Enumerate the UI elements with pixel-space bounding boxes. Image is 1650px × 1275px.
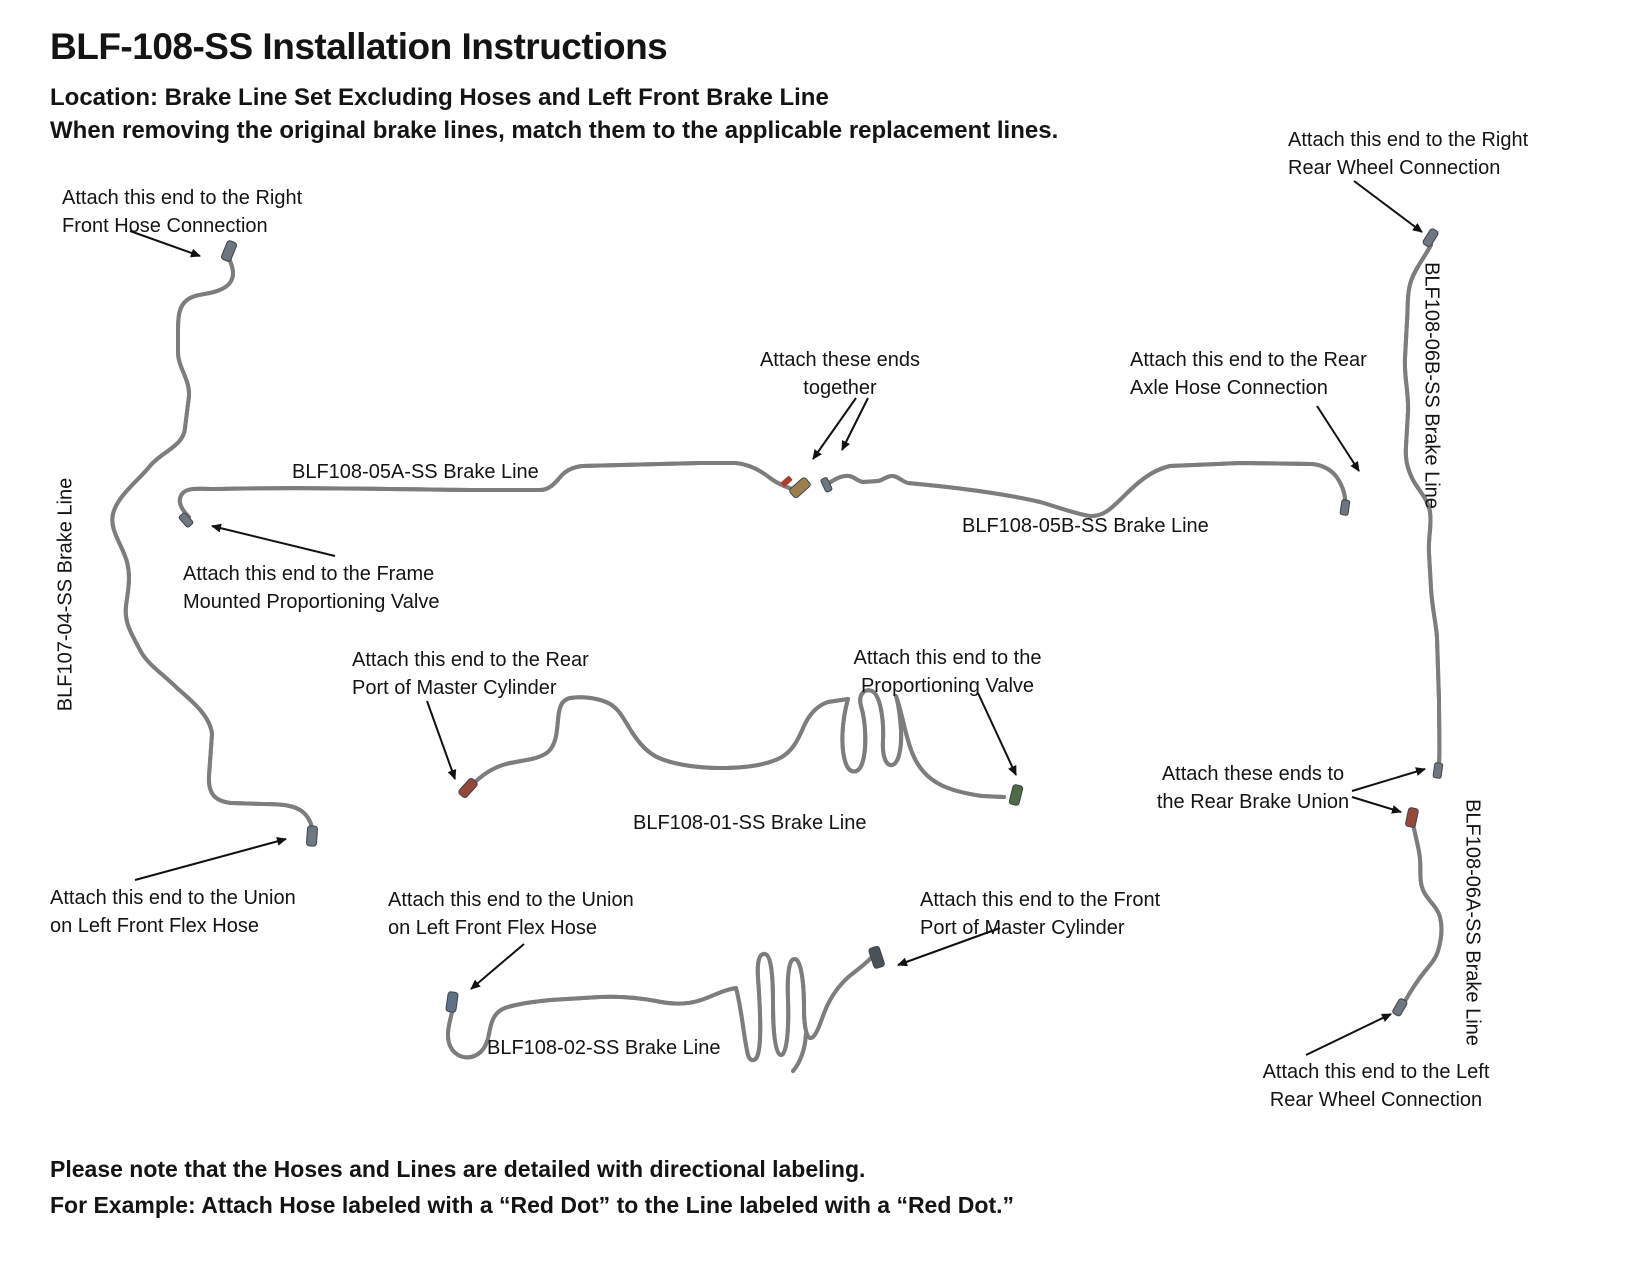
fitting-01-right-green: [1009, 784, 1024, 806]
label-blf108-06a: BLF108-06A-SS Brake Line: [1461, 799, 1484, 1046]
fitting-06a-top-red: [1405, 807, 1419, 828]
label-blf108-01: BLF108-01-SS Brake Line: [633, 812, 867, 834]
annotation-union-left-front-2: Attach this end to the Union on Left Front Flex Hose: [388, 889, 634, 939]
arrow-rear-union-lower: [1352, 797, 1401, 812]
fitting-06b-top: [1422, 228, 1439, 248]
annotation-rear-brake-union: Attach these ends to the Rear Brake Union: [1156, 763, 1350, 813]
footer-note-line2: For Example: Attach Hose labeled with a “Red Dot” to the Line labeled with a “Red Dot.”: [50, 1192, 1014, 1218]
brake-line-blf108-01: [472, 690, 1004, 797]
location-line: Location: Brake Line Set Excluding Hoses and Left Front Brake Line: [50, 84, 829, 111]
fitting-05a-left: [178, 512, 193, 528]
arrow-rear-port-master: [427, 701, 455, 779]
fitting-05b-left: [820, 477, 832, 493]
brake-line-blf108-06a: [1403, 823, 1441, 1005]
arrow-union-left-front-1: [135, 839, 286, 880]
annotation-right-front-hose: Attach this end to the Right Front Hose Connection: [62, 187, 303, 237]
label-blf108-06b: BLF108-06B-SS Brake Line: [1420, 262, 1443, 509]
fitting-02-left: [446, 991, 459, 1012]
page-title: BLF-108-SS Installation Instructions: [50, 26, 668, 67]
fitting-05b-right: [1340, 500, 1350, 516]
annotation-frame-prop-valve: Attach this end to the Frame Mounted Proportioning Valve: [183, 563, 440, 613]
fitting-06b-bottom: [1433, 763, 1443, 779]
annotation-prop-valve: Attach this end to the Proportioning Valve: [853, 647, 1042, 697]
fitting-01-left-red: [458, 777, 479, 799]
annotation-rear-port-master: Attach this end to the Rear Port of Master Cylinder: [352, 649, 589, 699]
arrow-rear-union-upper: [1352, 769, 1425, 791]
annotation-front-port-master: Attach this end to the Front Port of Master Cylinder: [920, 889, 1161, 939]
arrow-ends-together-left: [813, 398, 856, 459]
callout-arrows: [130, 181, 1425, 1055]
label-blf107-04: BLF107-04-SS Brake Line: [54, 477, 77, 712]
fitting-04-top: [221, 240, 238, 262]
footer-note-line1: Please note that the Hoses and Lines are detailed with directional labeling.: [50, 1156, 866, 1182]
annotation-union-left-front-1: Attach this end to the Union on Left Front Flex Hose: [50, 887, 296, 937]
arrow-union-left-front-2: [471, 944, 524, 989]
fitting-04-bottom: [306, 826, 317, 847]
arrow-left-rear-wheel: [1306, 1014, 1391, 1055]
brake-line-blf108-05b: [829, 463, 1345, 516]
label-blf108-02: BLF108-02-SS Brake Line: [487, 1037, 721, 1059]
arrow-right-rear-wheel: [1354, 181, 1422, 232]
fitting-06a-bottom: [1392, 998, 1408, 1017]
arrow-frame-prop-valve: [212, 526, 335, 556]
instruction-line: When removing the original brake lines, match them to the applicable replacement lines.: [50, 117, 1059, 144]
annotation-right-rear-wheel: Attach this end to the Right Rear Wheel Connection: [1288, 129, 1529, 179]
arrow-rear-axle-hose: [1317, 406, 1359, 471]
annotation-ends-together: Attach these ends together: [759, 349, 921, 399]
label-blf108-05a: BLF108-05A-SS Brake Line: [292, 461, 539, 483]
label-blf108-05b: BLF108-05B-SS Brake Line: [962, 515, 1209, 537]
annotation-left-rear-wheel: Attach this end to the Left Rear Wheel Connection: [1262, 1061, 1490, 1111]
fitting-02-top: [868, 946, 885, 969]
arrow-prop-valve: [978, 693, 1016, 775]
annotation-rear-axle-hose: Attach this end to the Rear Axle Hose Connection: [1130, 349, 1367, 399]
arrow-ends-together-right: [842, 398, 868, 450]
